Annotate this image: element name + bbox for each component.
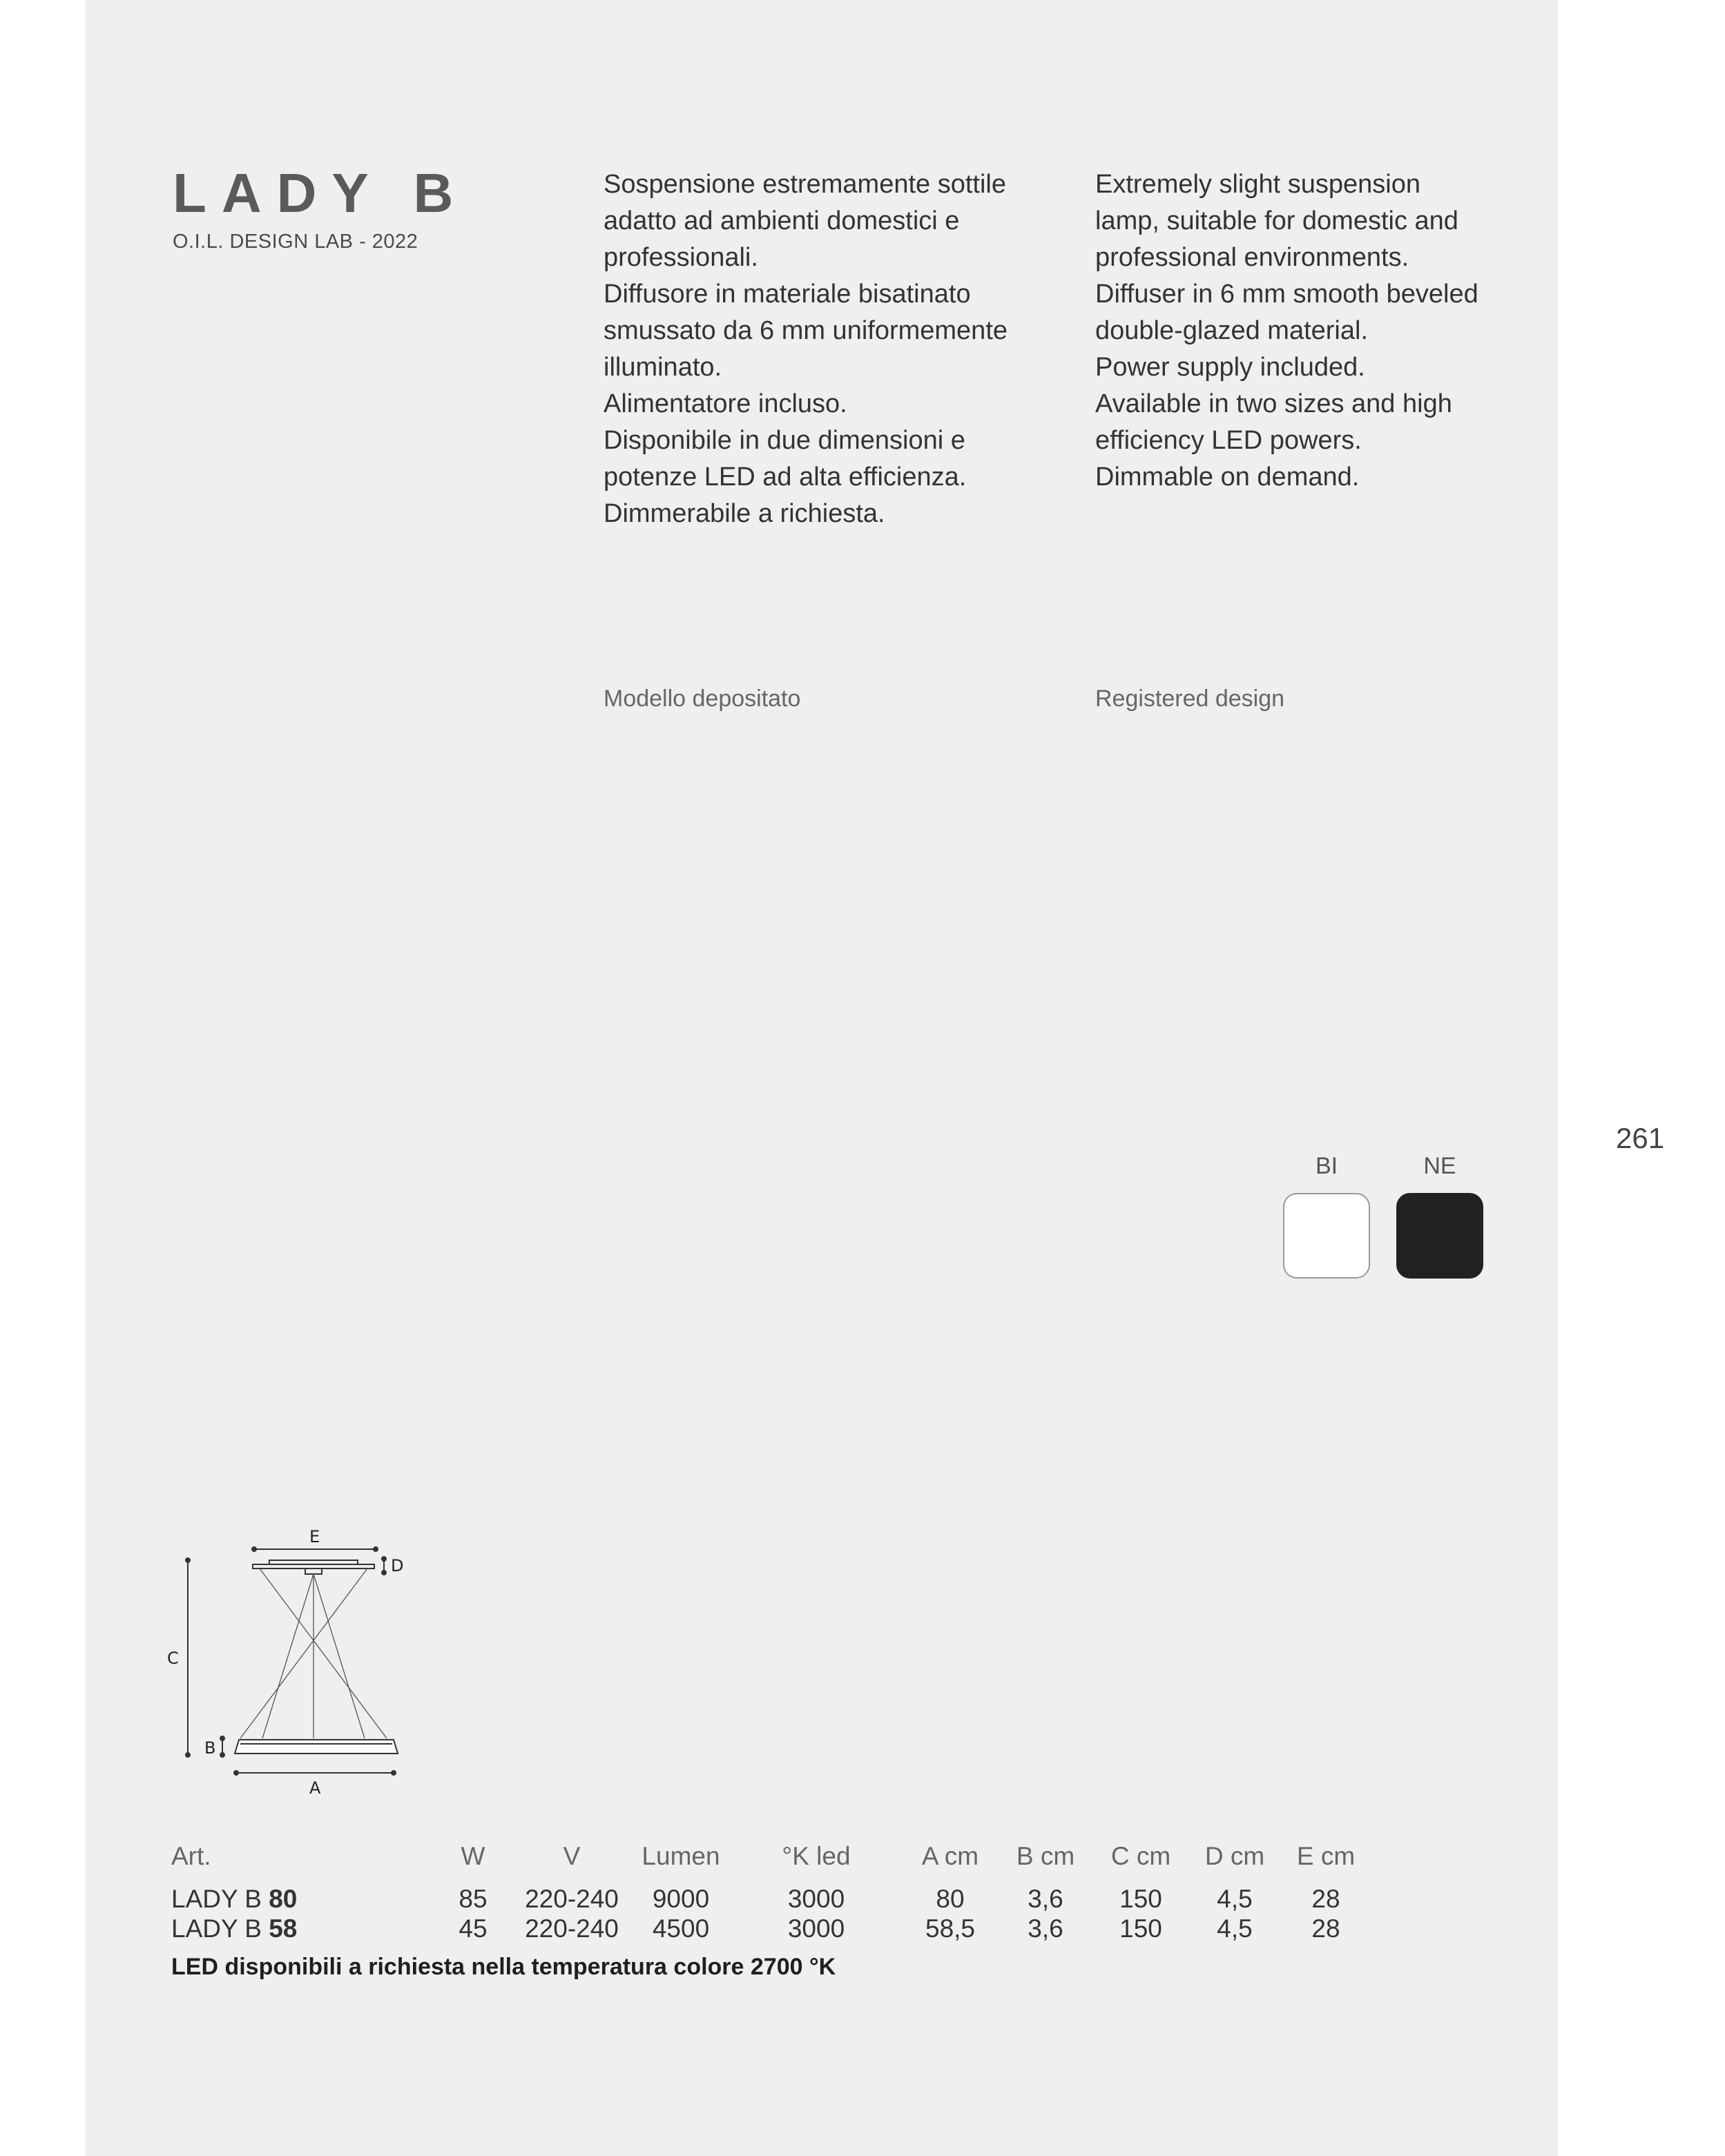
description-line: lamp, suitable for domestic and [1095,206,1458,235]
description-line: Disponibile in due dimensioni e [604,426,965,455]
table-row-art: LADY B 80 [171,1885,298,1913]
lamp-diffuser [235,1740,398,1754]
description-line: efficiency LED powers. [1095,426,1362,455]
col-header-e: E cm [1296,1842,1356,1870]
table-cell-a: 58,5 [925,1914,976,1943]
diagram-label-e: E [309,1527,320,1546]
table-cell-e: 28 [1311,1914,1340,1943]
diagram-label-b: B [204,1738,216,1758]
description-line: Power supply included. [1095,353,1365,382]
table-cell-v: 220-240 [525,1885,619,1913]
finish-swatch-white[interactable] [1283,1193,1370,1279]
col-header-lumen: Lumen [642,1842,720,1870]
table-row-art: LADY B 58 [171,1914,298,1943]
table-cell-e: 28 [1311,1885,1340,1913]
description-line: Available in two sizes and high [1095,389,1452,418]
description-line: potenze LED ad alta efficienza. [604,463,967,492]
finish-swatch-black[interactable] [1396,1193,1483,1279]
table-cell-k: 3000 [787,1914,845,1943]
description-line: Alimentatore incluso. [604,389,847,418]
table-footnote: LED disponibili a richiesta nella temperatura colore 2700 °K [171,1954,836,1980]
description-line: Extremely slight suspension [1095,170,1420,199]
table-cell-k: 3000 [787,1885,845,1913]
table-cell-lumen: 4500 [652,1914,710,1943]
table-cell-w: 45 [459,1914,488,1943]
col-header-k: °K led [782,1842,851,1870]
description-line: Sospensione estremamente sottile [604,170,1006,199]
description-line: illuminato. [604,353,722,382]
dimension-diagram [159,1526,421,1802]
table-cell-c: 150 [1119,1885,1162,1913]
description-italian [604,166,1045,532]
description-english [1095,166,1537,496]
table-cell-d: 4,5 [1217,1914,1253,1943]
description-line: Diffusore in materiale bisatinato [604,280,971,309]
product-title: LADY B [173,162,469,224]
table-cell-b: 3,6 [1028,1885,1063,1913]
table-cell-lumen: 9000 [652,1885,710,1913]
col-header-b: B cm [1016,1842,1075,1870]
diagram-label-c: C [167,1649,179,1668]
finish-label-black: NE [1423,1153,1456,1179]
product-designer: O.I.L. DESIGN LAB - 2022 [173,231,418,253]
col-header-v: V [563,1842,581,1870]
description-line: Diffuser in 6 mm smooth beveled [1095,280,1478,309]
col-header-art: Art. [171,1842,211,1870]
description-line: smussato da 6 mm uniformemente [604,316,1008,345]
description-line: professional environments. [1095,243,1409,272]
registered-note-italian: Modello depositato [604,686,801,712]
diagram-label-a: A [309,1778,321,1798]
col-header-c: C cm [1110,1842,1171,1870]
table-cell-b: 3,6 [1028,1914,1063,1943]
description-line: double-glazed material. [1095,316,1369,345]
table-cell-a: 80 [936,1885,965,1913]
table-cell-v: 220-240 [525,1914,619,1943]
description-line: professionali. [604,243,758,272]
table-cell-w: 85 [459,1885,488,1913]
diagram-label-d: D [391,1556,404,1575]
description-line: Dimmable on demand. [1095,463,1360,492]
table-cell-d: 4,5 [1217,1885,1253,1913]
col-header-d: D cm [1204,1842,1265,1870]
col-header-w: W [461,1842,485,1870]
col-header-a: A cm [921,1842,979,1870]
description-line: adatto ad ambienti domestici e [604,206,960,235]
table-cell-c: 150 [1119,1914,1162,1943]
finish-label-white: BI [1315,1153,1338,1179]
description-line: Dimmerabile a richiesta. [604,499,885,528]
registered-note-english: Registered design [1095,686,1285,712]
page-number: 261 [1616,1122,1665,1154]
